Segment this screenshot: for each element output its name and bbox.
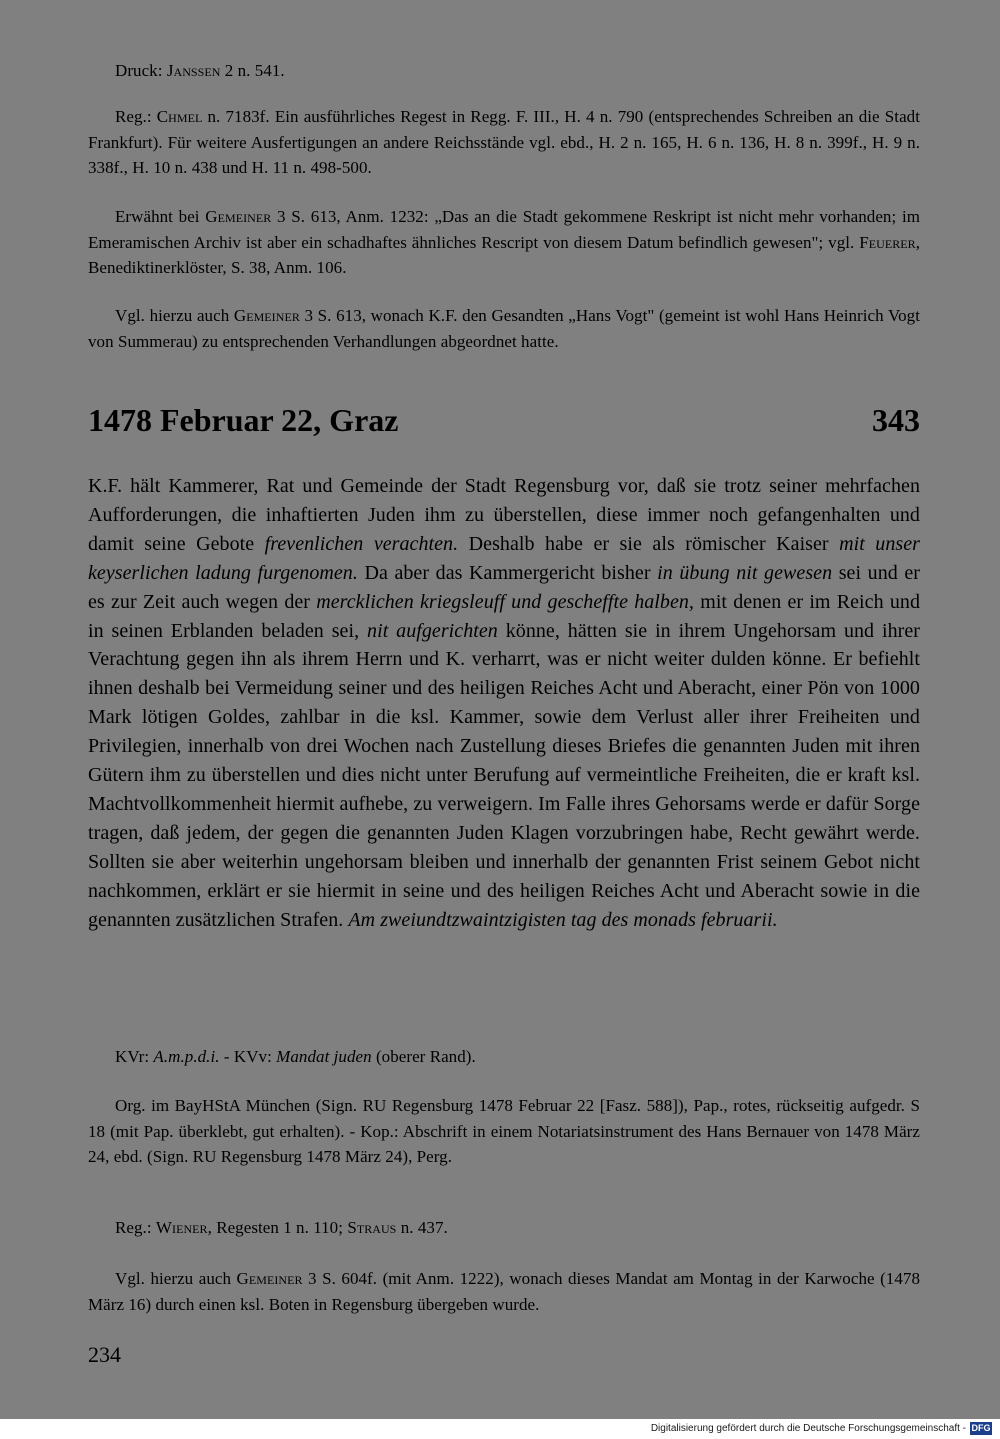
author-name: Chmel	[156, 107, 203, 126]
dfg-footer	[0, 1419, 1000, 1439]
vgl-text: 3 S. 613, wonach K.F. den Gesandten „Hans Vogt" (gemeint ist wohl Hans Heinrich Vogt von Summerau) zu entsprechenden Verhandlungen abgeordnet hatte.	[88, 306, 920, 351]
author-name: Feuerer	[859, 232, 916, 252]
quoted-source: mit unser keyserlichen ladung furgenomen.	[88, 532, 921, 584]
erwaehnt-quote: 3 S. 613, Anm. 1232: „Das an die Stadt gekommene Reskript ist nicht mehr vorhanden; im Emeramischen Archiv ist aber ein schadhaftes ähnliches Rescript von diesem Datum befindlich gewesen"; vgl.	[88, 207, 920, 252]
author-name: Gemeiner	[236, 1269, 303, 1288]
prev-erwaehnt-note	[88, 204, 920, 281]
footer-text: Digitalisierung gefördert durch die Deutsche Forschungsgemeinschaft -	[650, 1423, 966, 1434]
entry-date-place: 1478 Februar 22, Graz	[88, 402, 399, 438]
dating-clause: Am zweiundtzwaintzigisten tag des monads februarii.	[348, 908, 778, 931]
prev-reg-note	[88, 104, 920, 181]
erwaehnt-text: Erwähnt bei	[115, 207, 206, 226]
prev-druck-note	[88, 58, 920, 84]
regest-text: K.F. hält Kammerer, Rat und Gemeinde der Stadt Regensburg vor, daß sie trotz seiner mehrfachen Aufforderungen, die inhaftierten Juden ihm zu überstellen, diese immer noch gefangenhalten und damit seine Gebote frevenlichen verachten. Deshalb habe er sie als römischer Kaiser mit unser keyserlichen ladung furgenomen. Da aber das Kammergericht bisher in übung nit gewesen sei und er es zur Zeit auch wegen der mercklichen kriegsleuff und gescheffte halben, mit denen er im Reich und in seinen Erblanden beladen sei, nit aufgerichten könne, hätten sie in ihrem Ungehorsam und ihrer Verachtung gegen ihn als ihrem Herrn und K. verharrt, was er nicht weiter dulden könne. Er befiehlt ihnen deshalb bei Vermeidung seiner und des heiligen Reiches Acht und Aberacht, einer Pön von 1000 Mark lötigen Goldes, zahlbar in die ksl. Kammer, sowie dem Verlust aller ihrer Freiheiten und Privilegien, innerhalb von drei Wochen nach Zustellung dieses Briefes die genannten Juden mit ihren Gütern ihm zu überstellen und dies nicht unter Berufung auf vermeintliche Freiheiten, die er kraft ksl. Machtvollkommenheit hiermit aufhebe, zu verweigern. Im Falle ihres Gehorsams werde er dafür Sorge tragen, daß jedem, der gegen die genannten Juden Klagen vorzubringen habe, Recht gewährt werde. Sollten sie aber weiterhin ungehorsam bleiben und innerhalb der genannten Frist seinem Gebot nicht nachkommen, erklärt er sie hiermit in seine und des heiligen Reiches Acht und Aberacht sowie in die genannten zusätzlichen Strafen. Am zweiundtzwaintzigisten tag des monads februarii.	[88, 475, 921, 931]
quoted-source: mercklichen kriegsleuff und gescheffte halben,	[316, 590, 694, 613]
original-copy-note: Org. im BayHStA München (Sign. RU Regensburg 1478 Februar 22 [Fasz. 588]), Pap., rotes, rückseitig aufgedr. S 18 (mit Pap. überklebt, gut erhalten). - Kop.: Abschrift in einem Notariatsinstrument des Hans Bernauer von 1478 März 24, ebd. (Sign. RU Regensburg 1478 März 24), Perg.	[88, 1096, 920, 1166]
author-name: Gemeiner	[205, 207, 272, 226]
quoted-source: frevenlichen verachten.	[264, 532, 459, 555]
reg-label: Reg.:	[115, 107, 157, 126]
druck-label: Druck:	[115, 61, 167, 80]
page-number: 234	[88, 1342, 121, 1367]
erwaehnt-reference: , Benediktinerklöster, S. 38, Anm. 106.	[88, 232, 920, 277]
author-name: Wiener	[155, 1218, 208, 1237]
druck-reference: 2 n. 541.	[220, 61, 285, 80]
prev-vgl-note	[88, 303, 920, 354]
kanzleivermerk-note: KVr: A.m.p.d.i. - KVv: Mandat juden (oberer Rand).	[115, 1047, 476, 1066]
quoted-source: nit aufgerichten	[367, 619, 498, 642]
author-name: Straus	[347, 1218, 397, 1237]
vgl-note: Vgl. hierzu auch Gemeiner 3 S. 604f. (mit Anm. 1222), wonach dieses Mandat am Montag in der Karwoche (1478 März 16) durch einen ksl. Boten in Regensburg übergeben wurde.	[88, 1269, 920, 1314]
quoted-source: in übung nit gewesen	[657, 561, 833, 584]
entry-number: 343	[872, 402, 920, 438]
reg-reference: n. 7183f. Ein ausführliches Regest in Regg. F. III., H. 4 n. 790 (entsprechendes Schreiben an die Stadt Frankfurt). Für weitere Ausfertigungen an andere Reichsstände vgl. ebd., H. 2 n. 165, H. 6 n. 136, H. 8 n. 399f., H. 9 n. 338f., H. 10 n. 438 und H. 11 n. 498-500.	[88, 107, 920, 177]
vgl-label: Vgl. hierzu auch	[115, 306, 234, 325]
author-name: Janssen	[166, 61, 221, 80]
reg-note: Reg.: Wiener, Regesten 1 n. 110; Straus n. 437.	[115, 1218, 448, 1237]
dfg-logo-icon: DFG	[971, 1423, 991, 1433]
author-name: Gemeiner	[233, 306, 300, 325]
entry-header	[88, 398, 920, 442]
